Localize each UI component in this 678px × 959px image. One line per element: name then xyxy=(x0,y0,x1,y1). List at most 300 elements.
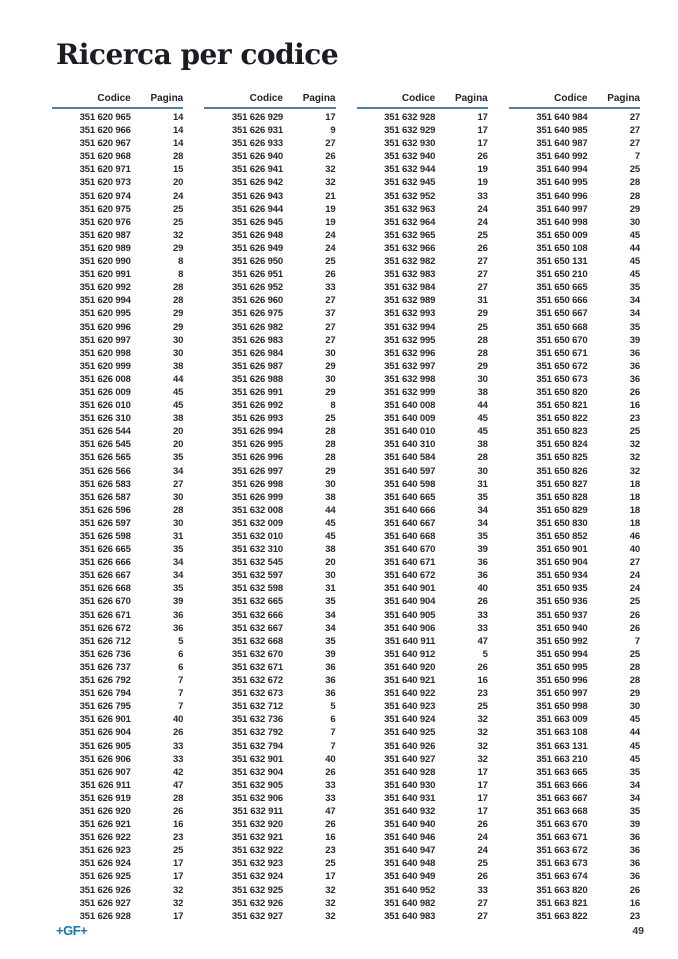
table-row xyxy=(204,635,335,648)
page-cell: 7 xyxy=(330,740,336,752)
table-row xyxy=(357,543,488,556)
page-cell: 27 xyxy=(325,138,336,150)
code-cell: 351 626 992 xyxy=(231,400,283,412)
table-row xyxy=(509,543,640,556)
table-row xyxy=(509,242,640,255)
page-cell: 44 xyxy=(629,242,640,254)
table-row xyxy=(357,412,488,425)
code-cell: 351 663 667 xyxy=(536,792,588,804)
page-cell: 29 xyxy=(325,386,336,398)
code-cell: 351 640 948 xyxy=(384,858,436,870)
column-header xyxy=(204,93,335,109)
page-cell: 26 xyxy=(477,871,488,883)
table-row xyxy=(509,766,640,779)
page-cell: 25 xyxy=(172,203,184,215)
code-cell: 351 632 906 xyxy=(231,792,283,804)
code-cell: 351 632 930 xyxy=(384,138,436,150)
table-row xyxy=(52,216,183,229)
page-cell: 32 xyxy=(172,884,184,896)
table-row xyxy=(509,425,640,438)
code-cell: 351 650 934 xyxy=(536,570,588,582)
code-cell: 351 640 667 xyxy=(384,517,436,529)
page-cell: 25 xyxy=(629,648,640,660)
table-row xyxy=(204,609,335,622)
page-cell: 24 xyxy=(477,832,488,844)
code-cell: 351 640 672 xyxy=(384,570,436,582)
table-row xyxy=(509,373,640,386)
page-cell: 29 xyxy=(629,203,640,215)
page-cell: 34 xyxy=(629,295,640,307)
code-cell: 351 650 823 xyxy=(536,426,588,438)
page-cell: 36 xyxy=(172,609,184,621)
table-row xyxy=(204,425,335,438)
table-row xyxy=(204,622,335,635)
table-row xyxy=(204,556,335,569)
page-cell: 30 xyxy=(477,465,488,477)
table-row xyxy=(357,517,488,530)
code-header: Codice xyxy=(249,93,283,104)
page-cell: 38 xyxy=(477,439,488,451)
code-cell: 351 640 987 xyxy=(536,138,588,150)
table-row xyxy=(357,216,488,229)
code-cell: 351 650 995 xyxy=(536,661,588,673)
code-cell: 351 620 971 xyxy=(79,164,131,176)
table-row xyxy=(204,569,335,582)
table-row xyxy=(357,334,488,347)
table-row xyxy=(52,451,183,464)
column-header xyxy=(357,93,488,109)
page-cell: 6 xyxy=(178,661,184,673)
code-cell: 351 626 919 xyxy=(79,792,131,804)
code-cell: 351 640 597 xyxy=(384,465,436,477)
page-cell: 17 xyxy=(477,125,488,137)
table-row xyxy=(52,124,183,137)
page-cell: 28 xyxy=(629,190,640,202)
page-cell: 36 xyxy=(629,360,640,372)
code-cell: 351 650 009 xyxy=(536,229,588,241)
code-cell: 351 663 210 xyxy=(536,753,588,765)
code-cell: 351 640 668 xyxy=(384,531,436,542)
code-cell: 351 632 997 xyxy=(384,360,436,372)
code-cell: 351 626 712 xyxy=(79,635,131,647)
code-cell: 351 620 967 xyxy=(79,138,131,150)
code-cell: 351 620 997 xyxy=(79,334,131,346)
code-cell: 351 650 904 xyxy=(536,557,588,569)
table-row xyxy=(509,190,640,203)
code-cell: 351 640 598 xyxy=(384,478,436,490)
code-cell: 351 640 930 xyxy=(384,779,436,791)
page-cell: 17 xyxy=(325,871,336,883)
code-cell: 351 632 665 xyxy=(231,596,283,608)
page-cell: 26 xyxy=(629,622,640,634)
page-cell: 27 xyxy=(325,334,336,346)
page-cell: 39 xyxy=(325,648,336,660)
code-cell: 351 626 933 xyxy=(231,138,283,150)
code-cell: 351 632 982 xyxy=(384,256,436,268)
table-row xyxy=(204,857,335,870)
page-cell: 20 xyxy=(172,426,184,438)
column-header xyxy=(52,93,183,109)
code-cell: 351 640 905 xyxy=(384,609,436,621)
page-cell: 45 xyxy=(629,256,640,268)
table-row xyxy=(52,753,183,766)
code-cell: 351 650 820 xyxy=(536,386,588,398)
code-cell: 351 626 310 xyxy=(79,413,131,425)
page-cell: 17 xyxy=(325,112,336,123)
table-row xyxy=(52,595,183,608)
page-cell: 7 xyxy=(178,688,184,700)
page-cell: 17 xyxy=(477,805,488,817)
page-cell: 28 xyxy=(629,661,640,673)
page-cell: 18 xyxy=(629,491,640,503)
code-cell: 351 663 670 xyxy=(536,819,588,831)
page-cell: 32 xyxy=(325,164,336,176)
table-row xyxy=(357,818,488,831)
page-title: Ricerca per codice xyxy=(56,38,339,71)
page-cell: 19 xyxy=(325,203,336,215)
code-cell: 351 626 792 xyxy=(79,675,131,687)
page-cell: 36 xyxy=(325,661,336,673)
table-row xyxy=(357,674,488,687)
page-cell: 23 xyxy=(477,688,488,700)
table-row xyxy=(204,281,335,294)
code-cell: 351 650 996 xyxy=(536,675,588,687)
code-cell: 351 626 928 xyxy=(79,910,131,922)
table-row xyxy=(204,307,335,320)
page-cell: 39 xyxy=(629,819,640,831)
page-cell: 28 xyxy=(172,282,184,294)
code-cell: 351 620 999 xyxy=(79,360,131,372)
table-row xyxy=(204,831,335,844)
page-cell: 26 xyxy=(325,819,336,831)
code-cell: 351 626 960 xyxy=(231,295,283,307)
page-cell: 23 xyxy=(325,845,336,857)
code-cell: 351 650 670 xyxy=(536,334,588,346)
page-cell: 47 xyxy=(477,635,488,647)
table-row xyxy=(52,910,183,923)
code-cell: 351 650 665 xyxy=(536,282,588,294)
page-cell: 6 xyxy=(178,648,184,660)
code-cell: 351 626 566 xyxy=(79,465,131,477)
table-row xyxy=(357,582,488,595)
code-cell: 351 663 672 xyxy=(536,845,588,857)
table-row xyxy=(52,792,183,805)
table-row xyxy=(52,491,183,504)
table-row xyxy=(509,491,640,504)
code-cell: 351 632 666 xyxy=(231,609,283,621)
code-cell: 351 626 666 xyxy=(79,557,131,569)
code-cell: 351 663 821 xyxy=(536,897,588,909)
code-cell: 351 626 923 xyxy=(79,845,131,857)
code-cell: 351 640 997 xyxy=(536,203,588,215)
code-cell: 351 640 932 xyxy=(384,805,436,817)
code-cell: 351 640 584 xyxy=(384,452,436,464)
code-cell: 351 626 975 xyxy=(231,308,283,320)
code-cell: 351 640 906 xyxy=(384,622,436,634)
page-cell: 18 xyxy=(629,517,640,529)
code-cell: 351 620 987 xyxy=(79,229,131,241)
table-row xyxy=(509,910,640,923)
table-row xyxy=(357,203,488,216)
table-row xyxy=(357,294,488,307)
code-cell: 351 663 671 xyxy=(536,832,588,844)
table-row xyxy=(509,622,640,635)
page-cell: 45 xyxy=(629,753,640,765)
page-cell: 23 xyxy=(629,910,640,922)
code-cell: 351 632 963 xyxy=(384,203,436,215)
code-cell: 351 632 952 xyxy=(384,190,436,202)
code-cell: 351 640 666 xyxy=(384,504,436,516)
table-row xyxy=(509,792,640,805)
table-row xyxy=(204,779,335,792)
table-row xyxy=(357,884,488,897)
table-row xyxy=(204,451,335,464)
code-cell: 351 626 668 xyxy=(79,583,131,595)
page-cell: 36 xyxy=(172,622,184,634)
page-cell: 25 xyxy=(629,164,640,176)
page-cell: 42 xyxy=(172,766,184,778)
page-cell: 34 xyxy=(629,792,640,804)
code-cell: 351 650 131 xyxy=(536,256,588,268)
table-row xyxy=(204,740,335,753)
code-cell: 351 640 992 xyxy=(536,151,588,163)
page-cell: 44 xyxy=(172,373,184,385)
table-row xyxy=(509,857,640,870)
page-cell: 32 xyxy=(172,897,184,909)
table-row xyxy=(204,753,335,766)
page-cell: 35 xyxy=(172,452,184,464)
page-cell: 29 xyxy=(325,465,336,477)
code-cell: 351 650 827 xyxy=(536,478,588,490)
table-row xyxy=(204,268,335,281)
code-cell: 351 640 924 xyxy=(384,714,436,726)
table-row xyxy=(52,255,183,268)
page-cell: 36 xyxy=(477,570,488,582)
table-row xyxy=(52,726,183,739)
table-row xyxy=(357,190,488,203)
table-row xyxy=(357,150,488,163)
table-row xyxy=(204,176,335,189)
page-cell: 24 xyxy=(325,229,336,241)
code-cell: 351 620 991 xyxy=(79,269,131,281)
page-cell: 23 xyxy=(172,832,184,844)
table-row xyxy=(52,347,183,360)
page-cell: 32 xyxy=(325,884,336,896)
table-row xyxy=(357,805,488,818)
page-cell: 26 xyxy=(325,269,336,281)
index-column xyxy=(509,93,640,923)
code-cell: 351 626 920 xyxy=(79,805,131,817)
code-cell: 351 620 966 xyxy=(79,125,131,137)
code-cell: 351 626 010 xyxy=(79,400,131,412)
code-cell: 351 632 670 xyxy=(231,648,283,660)
code-cell: 351 632 668 xyxy=(231,635,283,647)
column-body xyxy=(509,109,640,923)
page-cell: 29 xyxy=(477,308,488,320)
code-cell: 351 650 826 xyxy=(536,465,588,477)
page-cell: 18 xyxy=(629,504,640,516)
page-number: 49 xyxy=(632,925,644,937)
code-cell: 351 650 821 xyxy=(536,400,588,412)
code-cell: 351 632 984 xyxy=(384,282,436,294)
page-cell: 16 xyxy=(172,819,184,831)
table-row xyxy=(357,504,488,517)
table-row xyxy=(204,294,335,307)
code-cell: 351 620 965 xyxy=(79,112,131,123)
page-cell: 37 xyxy=(325,308,336,320)
code-cell: 351 626 944 xyxy=(231,203,283,215)
page-cell: 32 xyxy=(325,910,336,922)
page-cell: 23 xyxy=(629,413,640,425)
code-cell: 351 632 545 xyxy=(231,557,283,569)
table-row xyxy=(52,281,183,294)
table-row xyxy=(52,386,183,399)
table-row xyxy=(509,150,640,163)
table-row xyxy=(509,451,640,464)
table-row xyxy=(52,818,183,831)
page-cell: 30 xyxy=(172,491,184,503)
table-row xyxy=(509,844,640,857)
table-row xyxy=(52,569,183,582)
page-cell: 28 xyxy=(325,452,336,464)
code-cell: 351 626 905 xyxy=(79,740,131,752)
table-row xyxy=(509,687,640,700)
page-cell: 45 xyxy=(477,413,488,425)
code-cell: 351 620 975 xyxy=(79,203,131,215)
code-cell: 351 650 668 xyxy=(536,321,588,333)
page-cell: 31 xyxy=(477,478,488,490)
gf-logo: +GF+ xyxy=(56,923,88,938)
page-cell: 35 xyxy=(172,544,184,556)
code-cell: 351 632 671 xyxy=(231,661,283,673)
table-row xyxy=(357,268,488,281)
table-row xyxy=(509,281,640,294)
code-cell: 351 650 998 xyxy=(536,701,588,713)
code-cell: 351 626 795 xyxy=(79,701,131,713)
page-cell: 24 xyxy=(629,583,640,595)
page-cell: 18 xyxy=(629,478,640,490)
code-cell: 351 626 949 xyxy=(231,242,283,254)
page-cell: 30 xyxy=(325,347,336,359)
page-cell: 17 xyxy=(477,779,488,791)
code-cell: 351 650 824 xyxy=(536,439,588,451)
page-cell: 26 xyxy=(325,151,336,163)
page-cell: 6 xyxy=(330,714,336,726)
page-cell: 27 xyxy=(477,897,488,909)
page-cell: 45 xyxy=(477,426,488,438)
table-row xyxy=(204,229,335,242)
page-cell: 25 xyxy=(325,858,336,870)
page-cell: 36 xyxy=(325,688,336,700)
column-body xyxy=(357,109,488,923)
page-cell: 40 xyxy=(172,714,184,726)
table-row xyxy=(357,451,488,464)
code-cell: 351 663 108 xyxy=(536,727,588,739)
code-cell: 351 650 671 xyxy=(536,347,588,359)
page-cell: 8 xyxy=(330,400,336,412)
table-row xyxy=(204,373,335,386)
table-row xyxy=(509,124,640,137)
table-row xyxy=(509,438,640,451)
code-cell: 351 640 985 xyxy=(536,125,588,137)
page-cell: 28 xyxy=(477,334,488,346)
page-cell: 26 xyxy=(477,819,488,831)
page-cell: 33 xyxy=(325,282,336,294)
code-cell: 351 663 820 xyxy=(536,884,588,896)
page-cell: 40 xyxy=(629,544,640,556)
table-row xyxy=(204,255,335,268)
table-row xyxy=(357,792,488,805)
code-cell: 351 626 931 xyxy=(231,125,283,137)
table-row xyxy=(509,137,640,150)
page-cell: 38 xyxy=(325,491,336,503)
page-cell: 32 xyxy=(477,740,488,752)
table-row xyxy=(204,399,335,412)
code-cell: 351 626 994 xyxy=(231,426,283,438)
table-row xyxy=(509,255,640,268)
page-cell: 26 xyxy=(172,727,184,739)
code-cell: 351 632 989 xyxy=(384,295,436,307)
table-row xyxy=(357,831,488,844)
table-row xyxy=(357,124,488,137)
code-cell: 351 632 993 xyxy=(384,308,436,320)
code-cell: 351 640 928 xyxy=(384,766,436,778)
page-cell: 5 xyxy=(330,701,336,713)
page-cell: 17 xyxy=(477,138,488,150)
table-row xyxy=(52,360,183,373)
page-cell: 36 xyxy=(325,675,336,687)
page-cell: 30 xyxy=(629,216,640,228)
code-cell: 351 632 008 xyxy=(231,504,283,516)
page-cell: 27 xyxy=(325,321,336,333)
code-cell: 351 626 665 xyxy=(79,544,131,556)
page-cell: 17 xyxy=(172,871,184,883)
page-cell: 30 xyxy=(477,373,488,385)
page-cell: 34 xyxy=(172,465,184,477)
code-cell: 351 632 998 xyxy=(384,373,436,385)
code-cell: 351 632 995 xyxy=(384,334,436,346)
page-cell: 25 xyxy=(325,256,336,268)
code-cell: 351 663 131 xyxy=(536,740,588,752)
code-cell: 351 650 666 xyxy=(536,295,588,307)
page-cell: 16 xyxy=(629,897,640,909)
code-cell: 351 650 994 xyxy=(536,648,588,660)
table-row xyxy=(52,897,183,910)
table-row xyxy=(52,609,183,622)
table-row xyxy=(509,661,640,674)
page-cell: 39 xyxy=(172,596,184,608)
table-row xyxy=(52,399,183,412)
page-cell: 24 xyxy=(172,190,184,202)
code-cell: 351 632 929 xyxy=(384,125,436,137)
table-row xyxy=(204,766,335,779)
code-cell: 351 626 984 xyxy=(231,347,283,359)
table-row xyxy=(357,569,488,582)
code-cell: 351 640 940 xyxy=(384,819,436,831)
code-cell: 351 632 904 xyxy=(231,766,283,778)
table-row xyxy=(509,386,640,399)
table-row xyxy=(204,674,335,687)
code-cell: 351 626 587 xyxy=(79,491,131,503)
code-cell: 351 640 927 xyxy=(384,753,436,765)
page-cell: 14 xyxy=(172,112,184,123)
table-row xyxy=(204,150,335,163)
code-cell: 351 640 994 xyxy=(536,164,588,176)
page-cell: 31 xyxy=(325,583,336,595)
code-cell: 351 640 922 xyxy=(384,688,436,700)
page-cell: 14 xyxy=(172,125,184,137)
code-cell: 351 640 008 xyxy=(384,400,436,412)
